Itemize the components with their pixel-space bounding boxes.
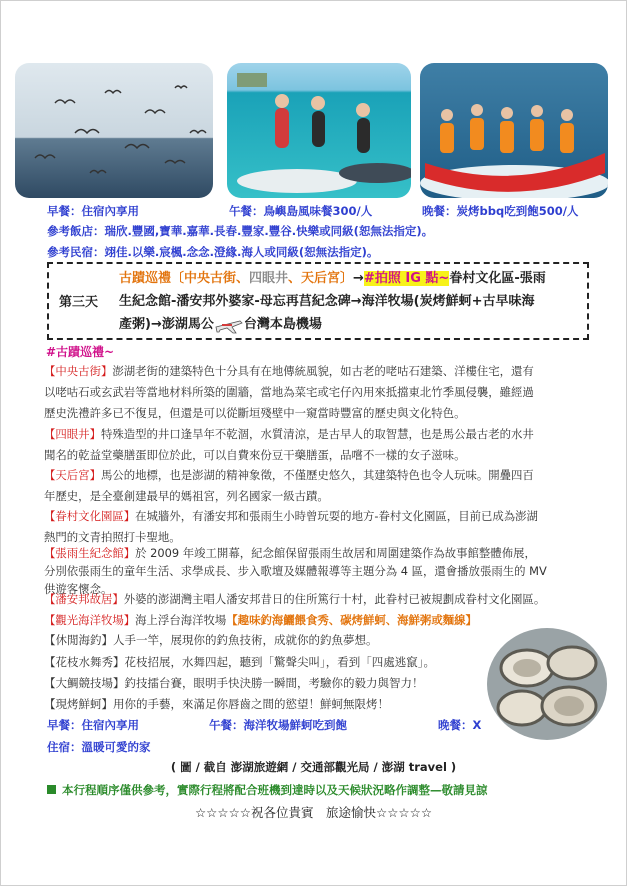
text-line: 熱門的文青拍照打卡聖地。 [44,530,181,544]
ranch-highlights: 【趣味釣海鱺餵食秀、碳烤鮮蚵、海鮮粥或麵線】 [226,613,477,627]
dinner-bottom: 晚餐：X [438,718,482,732]
route-magong: 產粥)→澎湖馬公 [119,317,214,332]
stay-info: 住宿：溫暖可愛的家 [47,740,151,754]
text-line: 特殊造型的井口逢旱年不乾涸，水質清涼，是古早人的取智慧，也是馬公最古老的水井 [100,427,534,441]
paragraph-ranch [44,610,594,631]
day-label: 第三天 [59,295,99,310]
text-line: 聞名的乾益堂藥膳蛋即位於此，可以自費來份豆干藥膳蛋，品嚐不一樣的女子滋味。 [44,448,466,462]
text-line: 分別依張雨生的童年生活、求學成長、步入歌壇及媒體報導等主題分為 4 區，還會播放張雨生的 MV [44,564,547,578]
notice-text: 本行程順序僅供參考，實際行程將配合班機到達時以及天候狀況略作調整—敬請見諒 [62,783,488,797]
airplane-icon [214,315,244,335]
text-line: 於 2009 年竣工開幕，紀念館保留張雨生故居和周圍建築作為故事館整體佈展， [135,546,536,560]
paragraph-temple [44,465,594,507]
text-line: 外婆的澎湖灣主唱人潘安邦昔日的住所篤行十村，此眷村已被規劃成眷村文化園區。 [123,592,546,606]
text-line: 以咾咕石或玄武岩等當地材料所築的圍牆，當地為菜宅或宅仔內用來抵擋東北竹季風侵襲，雖經過 [44,385,534,399]
activity-bream-arena: 【大鯛競技場】釣技擂台賽，眼明手快決勝一瞬間，考驗你的毅力與智力！ [44,676,424,690]
route-heritage: 古蹟巡禮〔中央古街、 [119,271,250,286]
text-line: 歷史洗禮許多已不復見，但還是可以從斷垣殘壁中一窺當時豐富的歷史與文化特色。 [44,406,466,420]
text-line: 澎湖老街的建築特色十分具有在地傳統風貌，如古老的咾咕石建築、洋樓住宅，還有 [112,364,534,378]
text-line: 海上浮台海洋牧場 [135,613,227,627]
paragraph-village [44,506,594,548]
wishes-line: ☆☆☆☆☆祝各位貴賓 旅途愉快☆☆☆☆☆ [194,805,433,820]
lunch-bottom: 午餐：海洋牧場鮮蚵吃到飽 [209,718,347,732]
keyword-temple: 【天后宮】 [44,468,101,482]
oyster-photo [487,628,607,740]
heritage-tag: #古蹟巡禮~ [46,345,115,359]
paragraph-central-street [44,361,594,424]
breakfast-bottom: 早餐：住宿內享用 [47,718,139,732]
breakfast-top: 早餐：住宿內享用 [47,204,139,218]
route-ig-spot: #拍照 IG 點~ [363,271,450,286]
seagull-flock-photo [15,63,213,198]
keyword-four-eye-well: 【四眼井】 [44,427,101,441]
route-village: 眷村文化區-張雨 [449,271,546,286]
text-line: 在城牆外，有潘安邦和張雨生小時曾玩耍的地方-眷村文化園區，目前已成為澎湖 [135,509,538,523]
keyword-central-street: 【中央古街】 [44,364,113,378]
day-itinerary-box [47,262,589,340]
route-airport: 台灣本島機場 [243,317,322,332]
text-line: 供遊客懷念。 [44,582,113,596]
banana-boat-photo [420,63,608,198]
sup-paddleboard-photo [227,63,411,198]
activity-squid-show: 【花枝水舞秀】花枝招展，水舞四起，聽到「驚聲尖叫」，看到「四處逃竄」。 [44,655,435,669]
text-line: 年歷史，是全臺創建最早的媽祖宮，列名國家一級古蹟。 [44,489,329,503]
dinner-top: 晚餐：炭烤bbq吃到飽500/人 [422,204,579,218]
activity-grilled-oyster: 【現烤鮮蚵】用你的手藝，來滿足你唇齒之間的慾望！鮮蚵無限烤！ [44,697,389,711]
keyword-residence: 【潘安邦故居】 [44,592,124,606]
paragraph-residence [44,589,594,610]
day-route [119,267,579,336]
keyword-ranch: 【觀光海洋牧場】 [44,613,136,627]
keyword-memorial: 【張雨生紀念館】 [44,546,136,560]
square-bullet-icon [47,785,56,794]
itinerary-notice [47,782,488,798]
activity-fishing: 【休閒海釣】人手一竿，展現你的釣魚技術，成就你的釣魚夢想。 [44,633,378,647]
image-credits: ( 圖 / 截自 澎湖旅遊網 / 交通部觀光局 / 澎湖 travel ) [170,760,457,774]
lunch-top: 午餐：鳥嶼島風味餐300/人 [229,204,373,218]
route-four-eye-well: 四眼井 [249,271,289,286]
text-line: 馬公的地標，也是澎湖的精神象徵，不僅歷史悠久，其建築特色也令人玩味。開疊四百 [100,468,534,482]
reference-hotels: 參考飯店：瑞欣.豐國,寶華.嘉華.長春.豐家.豐谷.快樂或同級(恕無法指定)。 [47,224,434,238]
keyword-village: 【眷村文化園區】 [44,509,136,523]
paragraph-four-eye-well [44,424,594,466]
route-temple: 、天后宮〕 [288,271,354,286]
route-arrow: → [353,271,364,286]
reference-minsu: 參考民宿：翊佳.以樂.宸楓.念念.澄緣.海人或同級(恕無法指定)。 [47,245,379,259]
route-line-2: 生紀念館-潘安邦外婆家-母忘再莒紀念碑→海洋牧場(炭烤鮮蚵+古早味海 [119,294,535,309]
